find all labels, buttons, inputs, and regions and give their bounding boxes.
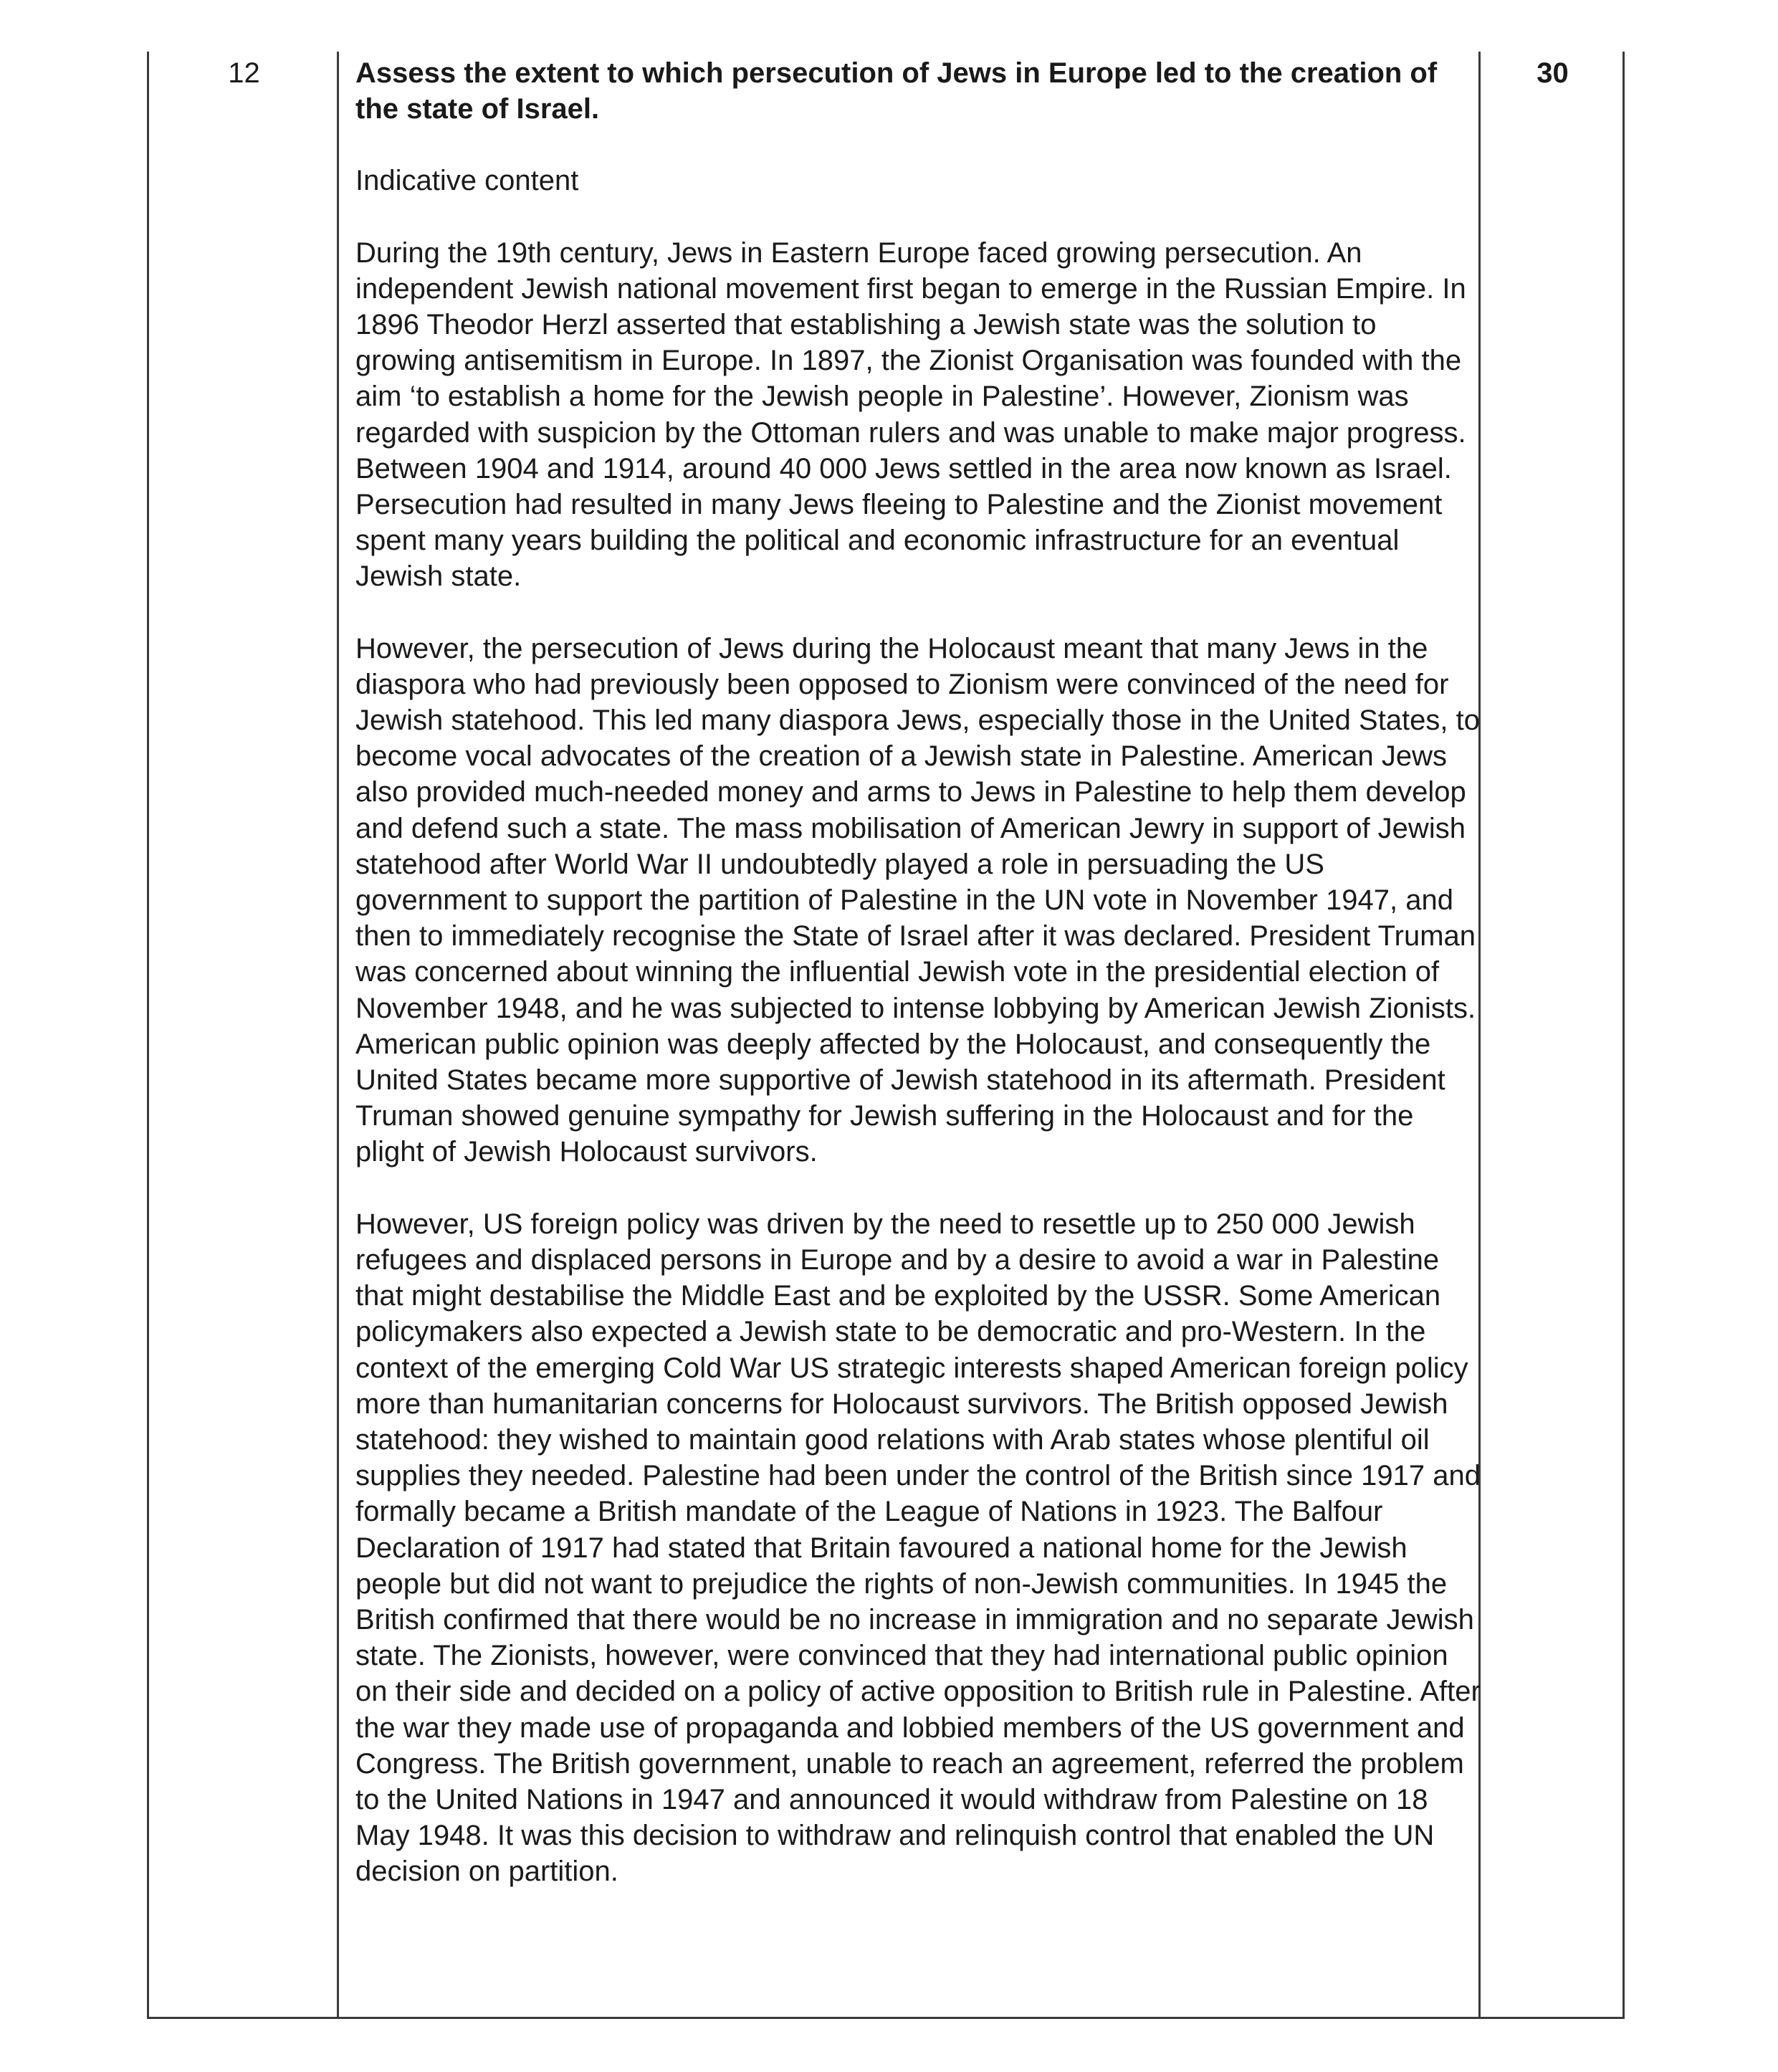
question-prompt: Assess the extent to which persecution of Jews in Europe led to the creation of the state of Israel. xyxy=(355,57,1438,125)
content-paragraph-2: However, the persecution of Jews during the Holocaust meant that many Jews in the diaspora who had previously been opposed to Zionism were convinced of the need for Jewish statehood. This led many diaspora Jews, especially those in the United States, to become vocal advocates of the creation of a Jewish state in Palestine. American Jews also provided much-needed money and arms to Jews in Palestine to help them develop and defend such a state. The mass mobilisation of American Jewry in support of Jewish statehood after World War II undoubtedly played a role in persuading the US government to support the partition of Palestine in the UN vote in November 1947, and then to immediately recognise the State of Israel after it was declared. President Truman was concerned about winning the influential Jewish vote in the presidential election of November 1948, and he was subjected to intense lobbying by American Jewish Zionists. American public opinion was deeply affected by the Holocaust, and consequently the United States became more supportive of Jewish statehood in its aftermath. President Truman showed genuine sympathy for Jewish suffering in the Holocaust and for the plight of Jewish Holocaust survivors. xyxy=(355,632,1481,1168)
answer-guidance xyxy=(355,55,1481,1890)
question-number: 12 xyxy=(228,57,260,89)
column-divider-left xyxy=(337,52,339,2017)
mark-scheme-table xyxy=(147,52,1625,2019)
question-marks: 30 xyxy=(1536,57,1569,89)
content-paragraph-1: During the 19th century, Jews in Eastern Europe faced growing persecution. An independent Jewish national movement first began to emerge in the Russian Empire. In 1896 Theodor Herzl asserted that establishing a Jewish state was the solution to growing antisemitism in Europe. In 1897, the Zionist Organisation was founded with the aim ‘to establish a home for the Jewish people in Palestine’. However, Zionism was regarded with suspicion by the Ottoman rulers and was unable to make major progress. Between 1904 and 1914, around 40 000 Jews settled in the area now known as Israel. Persecution had resulted in many Jews fleeing to Palestine and the Zionist movement spent many years building the political and economic infrastructure for an eventual Jewish state. xyxy=(355,237,1466,593)
content-paragraph-3: However, US foreign policy was driven by the need to resettle up to 250 000 Jewish refugees and displaced persons in Europe and by a desire to avoid a war in Palestine that might destabilise the Middle East and be exploited by the USSR. Some American policymakers also expected a Jewish state to be democratic and pro-Western. In the context of the emerging Cold War US strategic interests shaped American foreign policy more than humanitarian concerns for Holocaust survivors. The British opposed Jewish statehood: they wished to maintain good relations with Arab states whose plentiful oil supplies they needed. Palestine had been under the control of the British since 1917 and formally became a British mandate of the League of Nations in 1923. The Balfour Declaration of 1917 had stated that Britain favoured a national home for the Jewish people but did not want to prejudice the rights of non-Jewish communities. In 1945 the British confirmed that there would be no increase in immigration and no separate Jewish state. The Zionists, however, were convinced that they had international public opinion on their side and decided on a policy of active opposition to British rule in Palestine. After the war they made use of propaganda and lobbied members of the US government and Congress. The British government, unable to reach an agreement, referred the problem to the United Nations in 1947 and announced it would withdraw from Palestine on 18 May 1948. It was this decision to withdraw and relinquish control that enabled the UN decision on partition. xyxy=(355,1208,1481,1888)
indicative-content-heading: Indicative content xyxy=(355,165,579,197)
